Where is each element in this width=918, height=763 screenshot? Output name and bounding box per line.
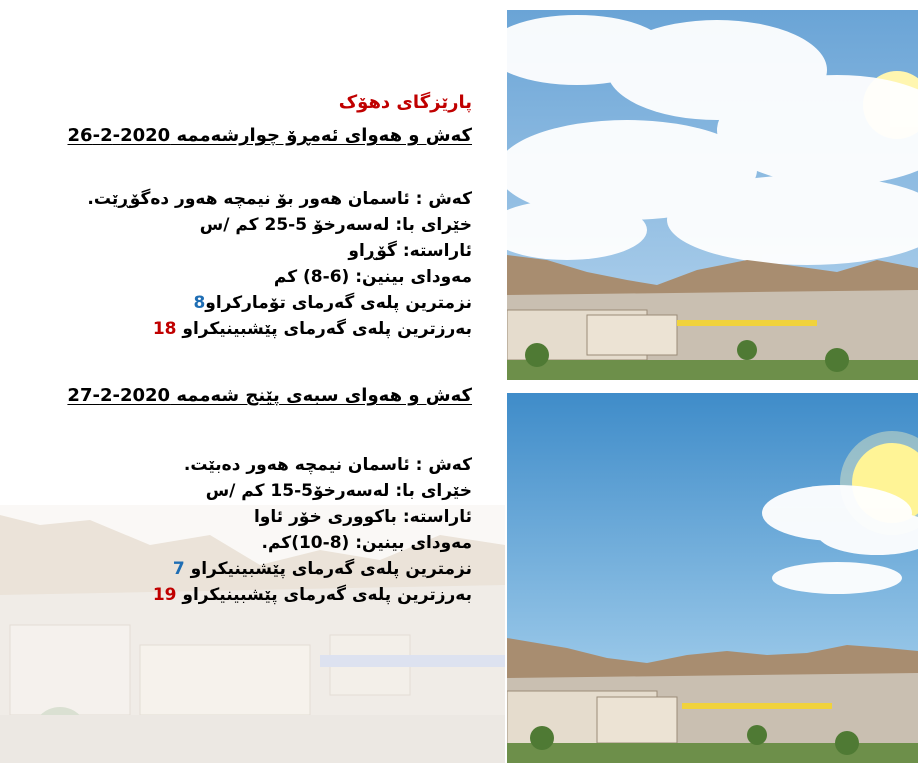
day2-max-value: 19 (152, 585, 177, 605)
day2-heading: کەش و هەوای سبەی پێنج شەممە 2020-2-27 (67, 385, 472, 406)
day2-wind: خێرای با: لەسەرخۆ5-15 کم /س (205, 481, 472, 501)
weather-photo-cloudy (507, 10, 918, 380)
day1-min-value: 8 (193, 293, 206, 313)
day2-min-value: 7 (172, 559, 185, 579)
day1-details (87, 186, 472, 342)
location-title: پارێزگای دهۆک (338, 92, 472, 113)
day2-min-temp (153, 556, 472, 582)
day2-direction: ئاراستە: باکووری خۆر ئاوا (253, 507, 472, 527)
day1-direction: ئاراستە: گۆڕاو (348, 241, 472, 261)
day2-visibility: مەودای بینین: (8-10)کم. (261, 533, 472, 553)
weather-photo-partly-cloudy (507, 393, 918, 763)
day2-max-temp (153, 582, 472, 608)
day1-wind: خێرای با: لەسەرخۆ 5-25 کم /س (199, 215, 472, 235)
day2-sky: کەش : ئاسمان نیمچە هەور دەبێت. (183, 455, 472, 475)
day2-min-label: نزمترین پلەی گەرمای پێشبینیکراو (190, 559, 472, 579)
day1-visibility: مەودای بینین: (6-8) کم (273, 267, 472, 287)
day1-min-temp (87, 290, 472, 316)
day1-sky: کەش : ئاسمان هەور بۆ نیمچە هەور دەگۆڕێت. (87, 189, 472, 209)
day2-max-label: بەرزترین پلەی گەرمای پێشبینیکراو (182, 585, 472, 605)
day1-min-label: نزمترین پلەی گەرمای تۆمارکراو (205, 293, 472, 313)
day1-max-label: بەرزترین پلەی گەرمای پێشبینیکراو (182, 319, 472, 339)
day1-max-value: 18 (152, 319, 177, 339)
day1-max-temp (87, 316, 472, 342)
day1-heading: کەش و هەوای ئەمڕۆ چوارشەممە 2020-2-26 (67, 125, 472, 146)
day2-details (153, 452, 472, 608)
